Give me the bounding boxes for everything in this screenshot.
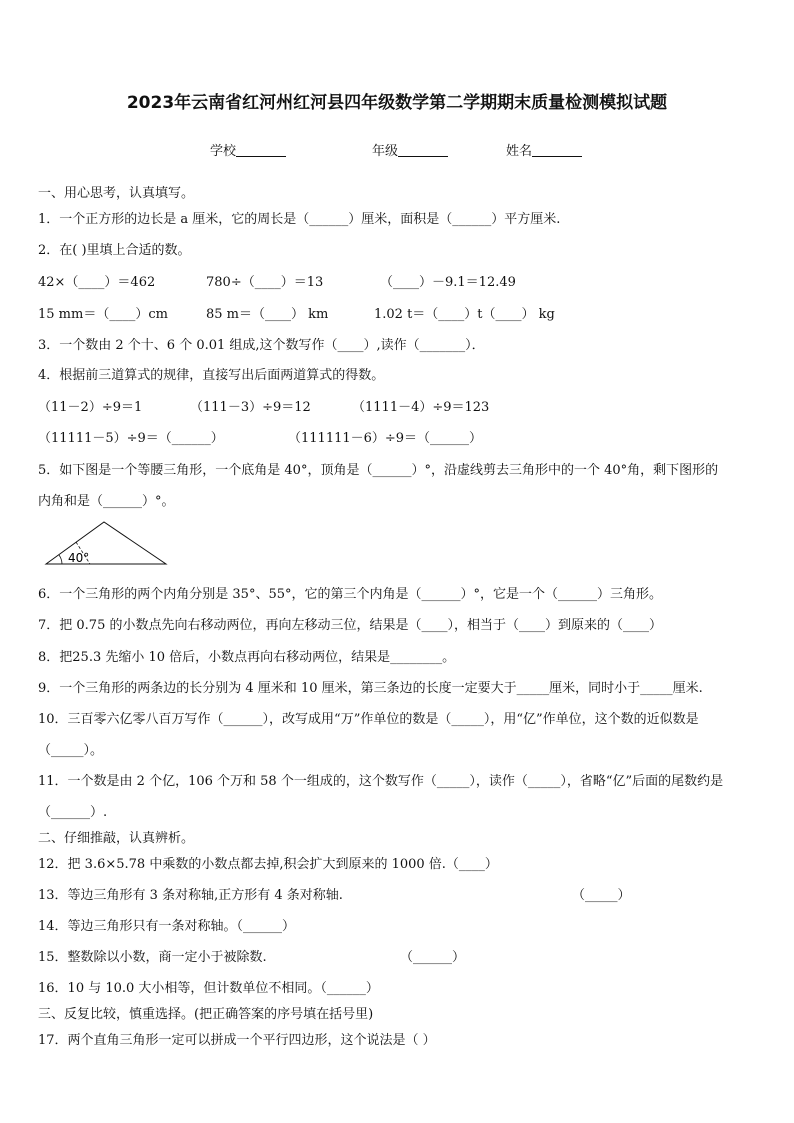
question-10-line-2: （_____）。 (38, 743, 104, 758)
question-16: 16．10 与 10.0 大小相等，但计数单位不相同。（______） (38, 981, 379, 996)
page-title: 2023年云南省红河州红河县四年级数学第二学期期末质量检测模拟试题 (126, 93, 668, 113)
school-label: 学校 (210, 144, 237, 159)
q2-item-5: 85 m＝（____） km (206, 307, 329, 322)
question-10-line-1: 10．三百零六亿零八百万写作（______），改写成用“万”作单位的数是（_____），用“亿”作单位，这个数的近似数是 (38, 712, 699, 727)
q2-item-6: 1.02 t＝（____）t（____） kg (374, 307, 555, 322)
question-2: 2．在( )里填上合适的数。 (38, 243, 191, 258)
name-field (506, 140, 582, 159)
question-11-line-1: 11．一个数是由 2 个亿，106 个万和 58 个一组成的，这个数写作（_____），读作（_____），省略“亿”后面的尾数约是 (38, 774, 724, 789)
question-15: 15．整数除以小数，商一定小于被除数. (38, 950, 267, 965)
question-7: 7．把 0.75 的小数点先向右移动两位，再向左移动三位，结果是（____），相当于（____）到原来的（____） (38, 618, 662, 633)
name-label: 姓名 (506, 144, 533, 159)
q4-item-4: （11111－5）÷9＝（______） (38, 431, 224, 446)
angle-arc (59, 555, 62, 564)
triangle-outline (46, 522, 166, 564)
question-5-line-2: 内角和是（______）°。 (38, 494, 175, 509)
question-3: 3．一个数由 2 个十、6 个 0.01 组成,这个数写作（____）,读作（_______）． (38, 338, 485, 353)
question-13: 13．等边三角形有 3 条对称轴,正方形有 4 条对称轴. (38, 888, 343, 903)
q15-answer-paren: （______） (400, 950, 466, 965)
q2-item-2: 780÷（____）＝13 (206, 275, 324, 290)
grade-blank (398, 144, 448, 157)
school-blank (236, 144, 286, 157)
question-11-line-2: （______）. (38, 805, 108, 820)
question-8: 8．把25.3 先缩小 10 倍后，小数点再向右移动两位，结果是________。 (38, 650, 456, 665)
q4-item-1: （11－2）÷9＝1 (38, 400, 143, 415)
angle-label: 40° (68, 551, 90, 565)
q4-item-3: （1111－4）÷9＝123 (352, 400, 490, 415)
question-4: 4．根据前三道算式的规律，直接写出后面两道算式的得数。 (38, 368, 385, 383)
grade-field (372, 140, 448, 159)
question-6: 6．一个三角形的两个内角分别是 35°、55°，它的第三个内角是（______）°，它是一个（______）三角形。 (38, 587, 662, 602)
q2-item-1: 42×（____）＝462 (38, 275, 156, 290)
school-field (210, 140, 286, 159)
q4-item-5: （111111－6）÷9＝（______） (288, 431, 483, 446)
section-3-heading: 三、反复比较，慎重选择。(把正确答案的序号填在括号里) (38, 1007, 374, 1022)
isosceles-triangle-figure (44, 520, 170, 568)
q2-item-4: 15 mm＝（____）cm (38, 307, 168, 322)
q4-item-2: （111－3）÷9＝12 (190, 400, 311, 415)
question-9: 9．一个三角形的两条边的长分别为 4 厘米和 10 厘米，第三条边的长度一定要大于_____厘米，同时小于_____厘米. (38, 681, 703, 696)
question-1: 1．一个正方形的边长是 a 厘米，它的周长是（______）厘米，面积是（______）平方厘米. (38, 212, 561, 227)
section-2-heading: 二、仔细推敲，认真辨析。 (38, 831, 195, 846)
q2-item-3: （____）－9.1＝12.49 (380, 275, 516, 290)
question-5-line-1: 5．如下图是一个等腰三角形，一个底角是 40°，顶角是（______）°，沿虚线剪去三角形中的一个 40°角，剩下图形的 (38, 463, 719, 478)
question-12: 12．把 3.6×5.78 中乘数的小数点都去掉,积会扩大到原来的 1000 倍.（____） (38, 857, 498, 872)
section-1-heading: 一、用心思考，认真填写。 (38, 186, 195, 201)
grade-label: 年级 (372, 144, 399, 159)
question-14: 14．等边三角形只有一条对称轴。（______） (38, 919, 296, 934)
name-blank (532, 144, 582, 157)
q13-answer-paren: （_____） (572, 888, 631, 903)
question-17: 17．两个直角三角形一定可以拼成一个平行四边形，这个说法是（ ） (38, 1033, 436, 1048)
